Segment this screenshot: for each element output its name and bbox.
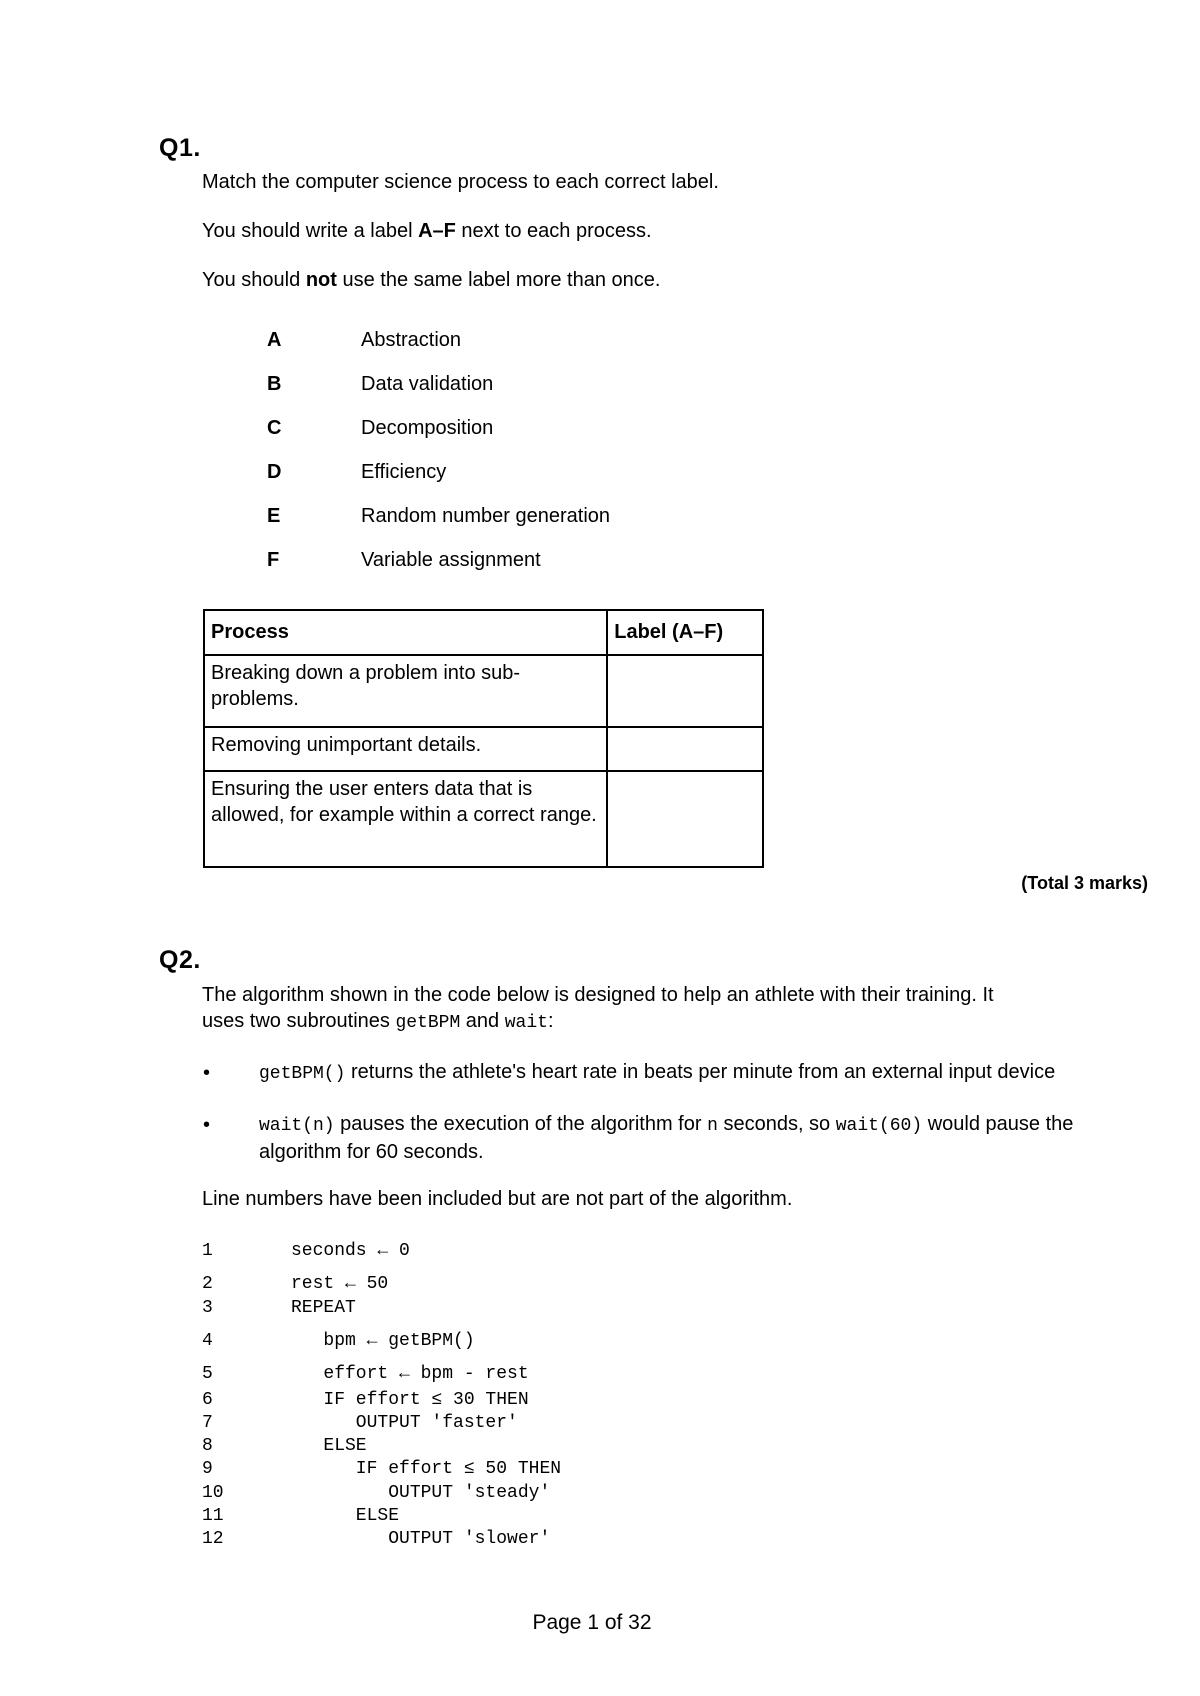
code-line: REPEAT (291, 1298, 356, 1318)
label-answer-cell[interactable] (607, 771, 763, 867)
q2-intro-colon: : (547, 1010, 554, 1032)
q1-instruction-2 (202, 267, 660, 293)
process-cell: Removing unimportant details. (204, 727, 607, 771)
line-number: 6 (202, 1390, 213, 1410)
code-line: OUTPUT 'steady' (291, 1483, 551, 1503)
code-line: OUTPUT 'faster' (291, 1413, 518, 1433)
header-process: Process (204, 610, 607, 655)
line-number: 12 (202, 1529, 224, 1549)
line-number: 2 (202, 1274, 213, 1294)
q2-intro-code-getbpm: getBPM (395, 1013, 461, 1033)
q2-intro-line1: The algorithm shown in the code below is designed to help an athlete with their training. It (202, 984, 994, 1006)
bullet-code: wait(60) (835, 1116, 923, 1136)
code-line: seconds ← 0 (291, 1241, 410, 1261)
code-line: ELSE (291, 1506, 400, 1526)
label-answer-cell[interactable] (607, 727, 763, 771)
label-answer-cell[interactable] (607, 655, 763, 727)
process-cell: Breaking down a problem into sub-problems. (204, 655, 607, 727)
q1-instruction-1-pre: You should write a label (202, 220, 419, 242)
bullet-text: returns the athlete's heart rate in beats per minute from an external input device (345, 1061, 1056, 1083)
bullet-code: n (707, 1116, 718, 1136)
table-row (204, 727, 763, 771)
q1-instruction-1-post: next to each process. (455, 220, 652, 242)
code-line: bpm ← getBPM() (291, 1331, 475, 1351)
code-line: ELSE (291, 1436, 367, 1456)
q1-instruction-2-pre: You should (202, 269, 306, 291)
code-line: OUTPUT 'slower' (291, 1529, 551, 1549)
code-line: rest ← 50 (291, 1274, 389, 1294)
q1-instruction-2-post: use the same label more than once. (336, 269, 661, 291)
line-number: 11 (202, 1506, 224, 1526)
option-text: Random number generation (361, 505, 611, 527)
option-letter: F (267, 549, 280, 571)
q2-intro-and: and (460, 1010, 505, 1032)
bullet-code: wait(n) (259, 1116, 335, 1136)
q2-note: Line numbers have been included but are not part of the algorithm. (202, 1188, 793, 1210)
q2-bullet-wait (259, 1111, 1119, 1165)
bullet-icon: • (203, 1114, 211, 1136)
code-line: IF effort ≤ 30 THEN (291, 1390, 529, 1410)
table-header-row (204, 610, 763, 655)
option-letter: A (267, 329, 282, 351)
q2-intro-line2 (202, 1008, 994, 1036)
q1-intro: Match the computer science process to each correct label. (202, 171, 719, 193)
bullet-text: would pause the algorithm for 60 seconds. (259, 1113, 1074, 1163)
page-number: Page 1 of 32 (532, 1611, 652, 1634)
process-cell: Ensuring the user enters data that is allowed, for example within a correct range. (204, 771, 607, 867)
q2-intro-code-wait: wait (504, 1013, 548, 1033)
table-row (204, 771, 763, 867)
option-text: Data validation (361, 373, 494, 395)
line-number: 7 (202, 1413, 213, 1433)
line-number: 1 (202, 1241, 213, 1261)
code-line: effort ← bpm - rest (291, 1364, 529, 1384)
q2-intro (202, 982, 994, 1036)
q1-instruction-1-bold: A–F (418, 220, 456, 242)
header-label: Label (A–F) (607, 610, 763, 655)
bullet-icon: • (203, 1062, 211, 1084)
line-number: 3 (202, 1298, 213, 1318)
line-number: 9 (202, 1459, 213, 1479)
line-number: 5 (202, 1364, 213, 1384)
q2-intro-text: uses two subroutines (202, 1010, 396, 1032)
option-letter: D (267, 461, 282, 483)
line-number: 8 (202, 1436, 213, 1456)
process-label-table (203, 609, 764, 868)
bullet-text: pauses the execution of the algorithm for (334, 1113, 708, 1135)
option-letter: C (267, 417, 282, 439)
line-number: 4 (202, 1331, 213, 1351)
option-letter: B (267, 373, 282, 395)
table-row (204, 655, 763, 727)
bullet-text: seconds, so (717, 1113, 836, 1135)
option-text: Variable assignment (361, 549, 541, 571)
option-text: Decomposition (361, 417, 494, 439)
q1-instruction-2-bold: not (305, 269, 337, 291)
code-line: IF effort ≤ 50 THEN (291, 1459, 562, 1479)
q1-total-marks: (Total 3 marks) (1021, 873, 1148, 893)
line-number: 10 (202, 1483, 224, 1503)
q2-bullet-getbpm (259, 1059, 1119, 1087)
q2-number: Q2. (159, 946, 201, 974)
q1-instruction-1 (202, 218, 652, 244)
q1-number: Q1. (159, 134, 201, 162)
option-text: Efficiency (361, 461, 447, 483)
bullet-code: getBPM() (259, 1064, 346, 1084)
option-letter: E (267, 505, 281, 527)
option-text: Abstraction (361, 329, 462, 351)
